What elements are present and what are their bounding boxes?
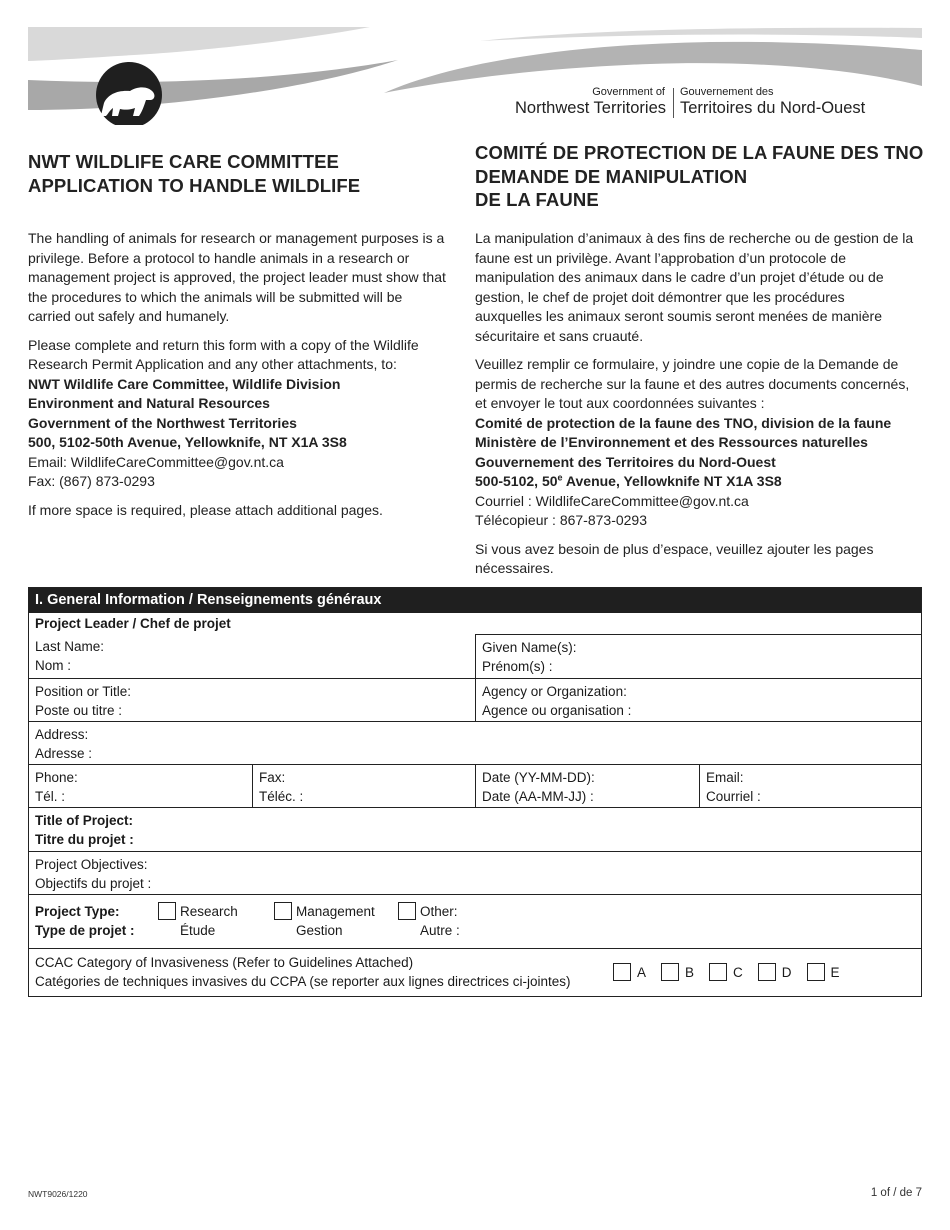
intro-en-address-block [28,336,448,492]
objectives-label-fr: Objectifs du projet : [35,876,152,891]
ccac-option-a[interactable] [613,963,646,981]
given-name-label-en: Given Name(s): [482,639,577,655]
intro-en-addr3: Government of the Northwest Territories [28,414,297,431]
gov-en-wordmark [500,86,666,118]
ccac-c-label: C [733,964,743,980]
project-type-row [29,894,921,948]
project-type-label-en: Project Type: [35,903,120,919]
gov-fr-wordmark [680,86,900,118]
title-fr [475,141,935,212]
title-en [28,150,448,197]
management-label-fr: Gestion [296,923,343,938]
intro-fr-address-block [475,355,915,531]
address-label-en: Address: [35,726,89,742]
ccac-option-d[interactable] [758,963,792,981]
title-fr-line1: COMITÉ DE PROTECTION DE LA FAUNE DES TNO [475,142,924,163]
research-checkbox[interactable] [158,902,176,920]
project-leader-row [29,613,921,634]
agency-label-fr: Agence ou organisation : [482,703,632,718]
ccac-a-checkbox[interactable] [613,963,631,981]
project-type-label-fr: Type de projet : [35,923,135,938]
last-name-label-en: Last Name: [35,638,105,654]
given-name-field[interactable] [475,634,921,678]
gov-en-big: Northwest Territories [515,99,666,117]
position-field[interactable] [29,679,475,721]
intro-en-fax: Fax: (867) 873-0293 [28,473,155,489]
ccac-d-label: D [781,964,792,980]
intro-fr-addr4 [475,472,915,492]
ccac-label-fr: Catégories de techniques invasives du CCPA (se reporter aux lignes directrices ci-jointes) [35,974,571,989]
email-label-fr: Courriel : [706,789,761,804]
ccac-c-checkbox[interactable] [709,963,727,981]
banner-swoosh-right-light [480,28,922,41]
ccac-group [29,949,921,996]
fax-label-en: Fax: [259,769,286,785]
project-title-row [29,807,921,851]
phone-field[interactable] [29,765,252,807]
intro-fr-addr2: Ministère de l’Environnement et des Ressources naturelles [475,434,868,450]
intro-fr-addr1: Comité de protection de la faune des TNO, division de la faune [475,414,892,431]
ccac-a-label: A [637,964,647,980]
banner-swoosh-top [28,27,370,61]
ccac-option-b[interactable] [661,963,694,981]
gov-fr-big: Territoires du Nord-Ouest [680,99,866,117]
other-checkbox[interactable] [398,902,416,920]
agency-label-en: Agency or Organization: [482,683,627,699]
objectives-label-en: Project Objectives: [35,856,148,872]
project-type-research[interactable] [158,902,256,941]
date-label-fr: Date (AA-MM-JJ) : [482,789,594,804]
intro-en-paragraph-2: Please complete and return this form with a copy of the Wildlife Research Permit Application and any other attachments, to: [28,336,419,372]
intro-en-addr2: Environment and Natural Resources [28,395,270,411]
intro-fr-paragraph-3: Si vous avez besoin de plus d’espace, veuillez ajouter les pages nécessaires. [475,540,874,576]
intro-fr-email: Courriel : WildlifeCareCommittee@gov.nt.ca [475,492,749,509]
date-label-en: Date (YY-MM-DD): [482,769,595,785]
project-type-label [35,902,158,941]
title-fr-line2: DEMANDE DE MANIPULATION [475,165,748,187]
form-number: NWT9026/1220 [28,1189,88,1199]
banner-swoosh-mid [28,60,398,110]
general-information-form [28,587,922,997]
page-number: 1 of / de 7 [870,1187,922,1199]
project-type-group [29,895,921,948]
research-label [180,902,238,941]
ccac-option-c[interactable] [709,963,743,981]
gov-en-small: Government of [592,86,665,98]
phone-label-fr: Tél. : [35,789,66,804]
ccac-options [613,963,855,981]
management-checkbox[interactable] [274,902,292,920]
intro-en-addr4: 500, 5102-50th Avenue, Yellowknife, NT X1A 3S8 [28,434,347,450]
intro-fr-paragraph-1: La manipulation d’animaux à des fins de recherche ou de gestion de la faune est un privilège. Avant l’approbation d’un protocole de manipulation des animaux dans le cadre d’un projet d’étude ou de gestion, le chef de projet doit démontrer que les procédures auxquelles les animaux seront soumis seront menées de manière sécuritaire et sans cruauté. [475,230,914,344]
research-label-en: Research [180,903,238,919]
position-label-fr: Poste ou titre : [35,703,123,718]
ccac-b-label: B [685,964,695,980]
project-type-other[interactable] [398,902,460,941]
project-title-field[interactable] [29,808,921,851]
project-title-label-en: Title of Project: [35,812,134,828]
address-label-fr: Adresse : [35,746,93,761]
position-label-en: Position or Title: [35,683,132,699]
polar-bear-icon [96,62,162,125]
ccac-option-e[interactable] [807,963,840,981]
fax-field[interactable] [252,765,475,807]
date-field[interactable] [475,765,699,807]
position-row [29,678,921,721]
intro-fr-addr4-a: 500-5102, 50 [475,473,558,489]
other-label [420,902,460,941]
project-type-management[interactable] [274,902,380,941]
intro-en-addr1: NWT Wildlife Care Committee, Wildlife Division [28,375,341,392]
contact-row [29,764,921,807]
intro-fr-addr3: Gouvernement des Territoires du Nord-Ouest [475,453,776,470]
title-en-line2: APPLICATION TO HANDLE WILDLIFE [28,174,361,196]
intro-fr-addr4-sup: e [557,472,563,483]
ccac-b-checkbox[interactable] [661,963,679,981]
ccac-e-checkbox[interactable] [807,963,825,981]
intro-en [28,229,448,529]
intro-fr-paragraph-2: Veuillez remplir ce formulaire, y joindre une copie de la Demande de permis de recherche sur la faune et des autres documents concernés, et envoyer le tout aux coordonnées suivantes : [475,356,910,411]
given-name-label-fr: Prénom(s) : [482,659,553,674]
intro-en-paragraph-1: The handling of animals for research or management purposes is a privilege. Before a protocol to handle animals in a research or management project is approved, the project leader must show that the procedures to which the animals will be submitted will be carried out safely and humanely. [28,230,446,324]
project-leader-label: Project Leader / Chef de projet [35,616,231,631]
intro-fr [475,229,915,588]
last-name-label-fr: Nom : [35,658,72,673]
intro-fr-fax: Télécopieur : 867-873-0293 [475,512,648,528]
fax-label-fr: Téléc. : [259,789,304,804]
ccac-label [35,953,607,992]
agency-field[interactable] [475,679,921,721]
title-fr-line3: DE LA FAUNE [475,189,599,210]
ccac-d-checkbox[interactable] [758,963,776,981]
address-row [29,721,921,764]
objectives-row [29,851,921,894]
address-field[interactable] [29,722,921,764]
research-label-fr: Étude [180,923,216,938]
last-name-field[interactable] [29,634,475,678]
section-heading: I. General Information / Renseignements généraux [29,588,921,613]
intro-fr-addr4-b: Avenue, Yellowknife NT X1A 3S8 [562,473,782,489]
phone-label-en: Phone: [35,769,78,785]
other-label-en: Other: [420,903,458,919]
gov-fr-small: Gouvernement des [680,86,774,98]
ccac-e-label: E [830,964,840,980]
name-row [29,634,921,678]
header-divider [673,88,674,118]
other-label-fr: Autre : [420,923,460,938]
title-en-line1: NWT WILDLIFE CARE COMMITTEE [28,151,339,172]
ccac-label-en: CCAC Category of Invasiveness (Refer to Guidelines Attached) [35,954,414,970]
intro-en-paragraph-3: If more space is required, please attach additional pages. [28,501,383,518]
ccac-row [29,948,921,996]
email-field[interactable] [699,765,921,807]
email-label-en: Email: [706,769,744,785]
intro-en-email: Email: WildlifeCareCommittee@gov.nt.ca [28,453,284,470]
management-label-en: Management [296,903,375,919]
objectives-field[interactable] [29,852,921,894]
management-label [296,902,375,941]
project-title-label-fr: Titre du projet : [35,832,134,847]
